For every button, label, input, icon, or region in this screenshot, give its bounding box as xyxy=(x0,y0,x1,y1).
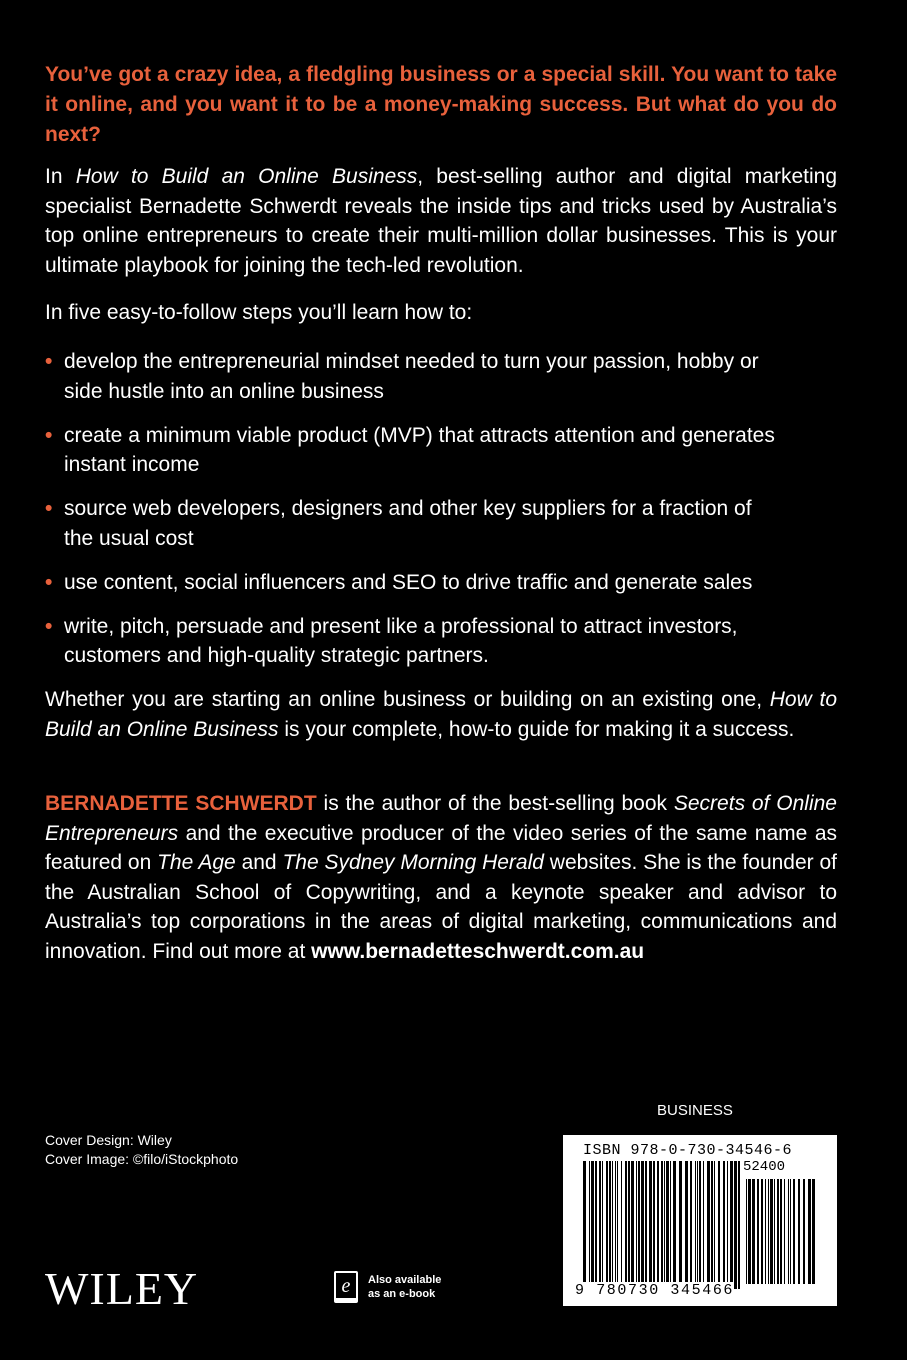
list-item: • write, pitch, persuade and present like a professional to attract investors, customers and high-quality strategic partners. xyxy=(45,612,784,671)
barcode-box xyxy=(563,1135,837,1306)
steps-list xyxy=(45,347,837,671)
bullet-icon: • xyxy=(45,497,53,520)
author-bio: BERNADETTE SCHWERDT is the author of the best-selling book Secrets of Online Entrepreneurs and the executive producer of the video series of the same name as featured on The Age and The Sydney Morning Herald websites. She is the founder of the Australian School of Copywriting, and a keynote speaker and advisor to Australia’s top corporations in the areas of digital marketing, communications and innovation. Find out more at www.bernadetteschwerdt.com.au xyxy=(45,792,838,963)
back-cover-text xyxy=(45,60,837,984)
bullet-icon: • xyxy=(45,570,53,594)
list-item: • develop the entrepreneurial mindset needed to turn your passion, hobby or side hustle into an online business xyxy=(45,347,784,406)
lead-paragraph: You’ve got a crazy idea, a fledgling business or a special skill. You want to take it online, and you want it to be a money-making success. But what do you do next? xyxy=(45,63,837,146)
description-paragraph xyxy=(45,162,837,280)
svg-text:e: e xyxy=(341,1275,351,1297)
ebook-icon xyxy=(333,1270,359,1304)
author-website-link[interactable]: www.bernadetteschwerdt.com.au xyxy=(311,939,645,963)
ebook-availability: Also available as an e-book xyxy=(368,1274,442,1300)
list-item: • use content, social influencers and SEO to drive traffic and generate sales xyxy=(45,568,784,598)
cover-image-credit: Cover Image: ©filo/iStockphoto xyxy=(45,1151,239,1167)
list-item: • source web developers, designers and other key suppliers for a fraction of the usual cost xyxy=(45,494,784,553)
price-barcode-icon xyxy=(746,1179,818,1284)
bullet-icon: • xyxy=(45,423,53,447)
cover-credits xyxy=(45,1131,238,1169)
author-name: BERNADETTE SCHWERDT xyxy=(45,792,317,815)
book-title: How to Build an Online Business xyxy=(45,688,837,741)
bullet-icon: • xyxy=(45,350,53,373)
book-title: How to Build an Online Business xyxy=(75,165,418,188)
ean-digits: 9 780730 345466 xyxy=(575,1282,735,1299)
list-item: • create a minimum viable product (MVP) that attracts attention and generates instant income xyxy=(45,421,784,480)
cover-design-credit: Cover Design: Wiley xyxy=(45,1132,172,1148)
closing-paragraph: Whether you are starting an online business or building on an existing one, How to Build an Online Business is your complete, how-to guide for making it a success. xyxy=(45,688,837,741)
isbn-text: ISBN 978-0-730-34546-6 xyxy=(583,1142,793,1159)
steps-intro: In five easy-to-follow steps you’ll learn how to: xyxy=(45,301,473,324)
description-prefix: In xyxy=(45,165,76,188)
publisher-logo: WILEY xyxy=(45,1263,199,1314)
isbn-barcode-icon xyxy=(583,1161,743,1289)
description-rest: , best-selling author and digital marketing specialist Bernadette Schwerdt reveals the inside tips and tricks used by Australia’s top online entrepreneurs to create their multi-million dollar businesses. This is your ultimate playbook for joining the tech-led revolution. xyxy=(45,165,838,277)
category-label: BUSINESS xyxy=(657,1102,733,1119)
price-code: 52400 xyxy=(743,1159,786,1175)
bullet-icon: • xyxy=(45,614,53,638)
